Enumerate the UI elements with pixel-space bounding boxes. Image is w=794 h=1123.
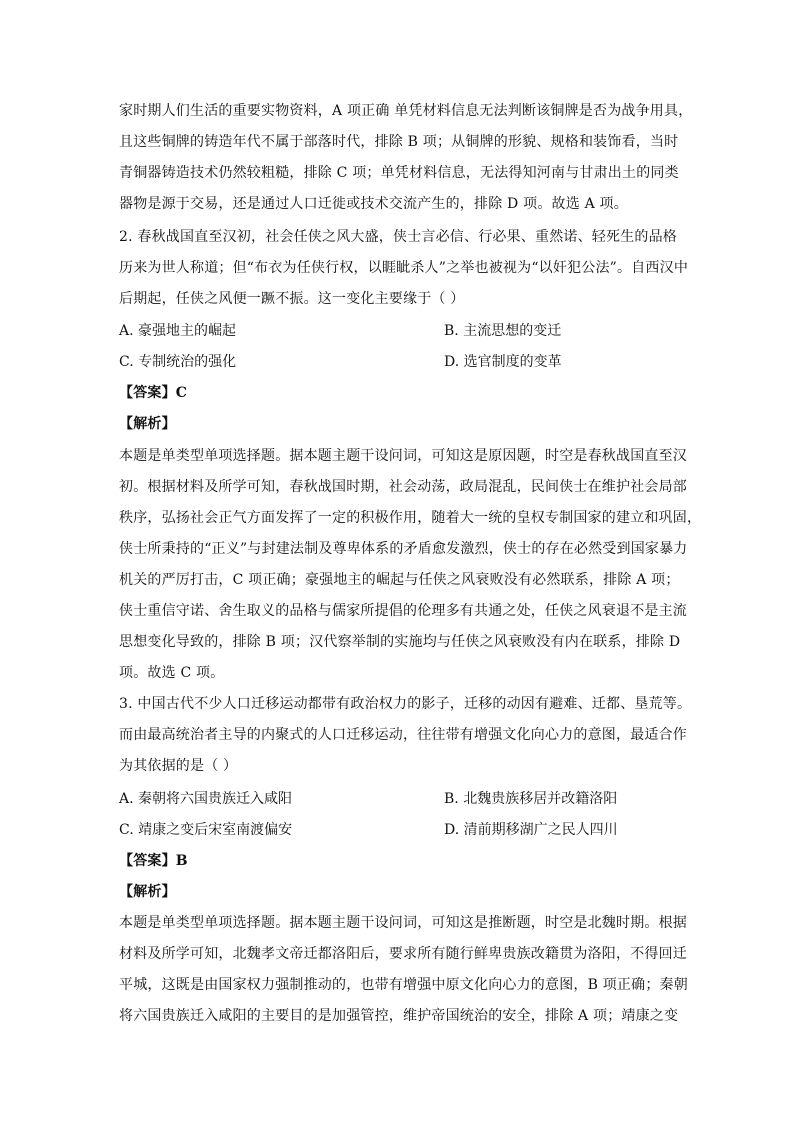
- text-line: 青铜器铸造技术仍然较粗糙，排除 C 项；单凭材料信息，无法得知河南与甘肃出土的同类: [119, 165, 679, 181]
- text-line: 且这些铜牌的铸造年代不属于部落时代，排除 B 项；从铜牌的形貌、规格和装饰看，当时: [119, 134, 679, 150]
- analysis-line: 初。根据材料及所学可知，春秋战国时期，社会动荡，政局混乱，民间侠士在维护社会局部: [119, 479, 687, 495]
- analysis-line: 秩序，弘扬社会正气方面发挥了一定的积极作用，随着大一统的皇权专制国家的建立和巩固，: [119, 510, 702, 526]
- analysis-line: 机关的严厉打击，C 项正确；豪强地主的崛起与任侠之风衰败没有必然联系，排除 A 项；: [119, 572, 680, 588]
- option-d: D. 选官制度的变革: [444, 354, 562, 370]
- analysis-line: 平城，这既是由国家权力强制推动的，也带有增强中原文化向心力的意图，B 项正确；秦朝: [119, 977, 688, 993]
- question-2-stem: 2. 春秋战国直至汉初，社会任侠之风大盛，侠士言必信、行必果、重然诺、轻死生的品格: [119, 229, 678, 245]
- text-line: 家时期人们生活的重要实物资料，A 项正确 单凭材料信息无法判断该铜牌是否为战争用具，: [119, 103, 693, 119]
- analysis-line: 本题是单类型单项选择题。据本题主题干设问词，可知这是推断题，时空是北魏时期。根据: [119, 915, 687, 931]
- analysis-line: 将六国贵族迁入咸阳的主要目的是加强管控，维护帝国统治的安全，排除 A 项；靖康之变: [119, 1008, 679, 1024]
- analysis-label: 【解析】: [119, 416, 176, 432]
- question-3-stem: 3. 中国古代不少人口迁移运动都带有政治权力的影子，迁移的动因有避难、迁都、垦荒等。: [119, 696, 692, 712]
- analysis-line: 本题是单类型单项选择题。据本题主题干设问词，可知这是原因题，时空是春秋战国直至汉: [119, 448, 687, 464]
- option-a: A. 秦朝将六国贵族迁入咸阳: [119, 791, 293, 807]
- answer-label: 【答案】B: [119, 853, 188, 869]
- analysis-line: 材料及所学可知，北魏孝文帝迁都洛阳后，要求所有随行鲜卑贵族改籍贯为洛阳，不得回迁: [119, 946, 687, 962]
- question-2-stem: 后期起，任侠之风便一蹶不振。这一变化主要缘于（ ）: [119, 291, 465, 307]
- question-3-stem: 而由最高统治者主导的内聚式的人口迁移运动，往往带有增强文化向心力的意图，最适合作: [119, 727, 687, 743]
- option-b: B. 主流思想的变迁: [444, 323, 562, 339]
- option-a: A. 豪强地主的崛起: [119, 323, 237, 339]
- text-line: 器物是源于交易，还是通过人口迁徙或技术交流产生的，排除 D 项。故选 A 项。: [119, 196, 628, 212]
- analysis-line: 侠士重信守诺、舍生取义的品格与儒家所提倡的伦理多有共通之处，任侠之风衰退不是主流: [119, 603, 687, 619]
- option-b: B. 北魏贵族移居并改籍洛阳: [444, 791, 618, 807]
- option-d: D. 清前期移湖广之民人四川: [444, 822, 618, 838]
- option-c: C. 专制统治的强化: [119, 354, 237, 370]
- analysis-label: 【解析】: [119, 884, 176, 900]
- question-2-stem: 历来为世人称道；但“布衣为任侠行权，以睚眦杀人”之举也被视为“以奸犯公法”。自西汉中: [119, 260, 689, 276]
- analysis-line: 思想变化导致的，排除 B 项；汉代察举制的实施均与任侠之风衰败没有内在联系，排除 D: [119, 634, 681, 650]
- analysis-line: 项。故选 C 项。: [119, 665, 225, 681]
- option-c: C. 靖康之变后宋室南渡偏安: [119, 822, 293, 838]
- answer-label: 【答案】C: [119, 385, 188, 401]
- question-3-stem: 为其依据的是（ ）: [119, 758, 238, 774]
- analysis-line: 侠士所秉持的“正义”与封建法制及尊卑体系的矛盾愈发激烈，侠士的存在必然受到国家暴力: [119, 541, 688, 557]
